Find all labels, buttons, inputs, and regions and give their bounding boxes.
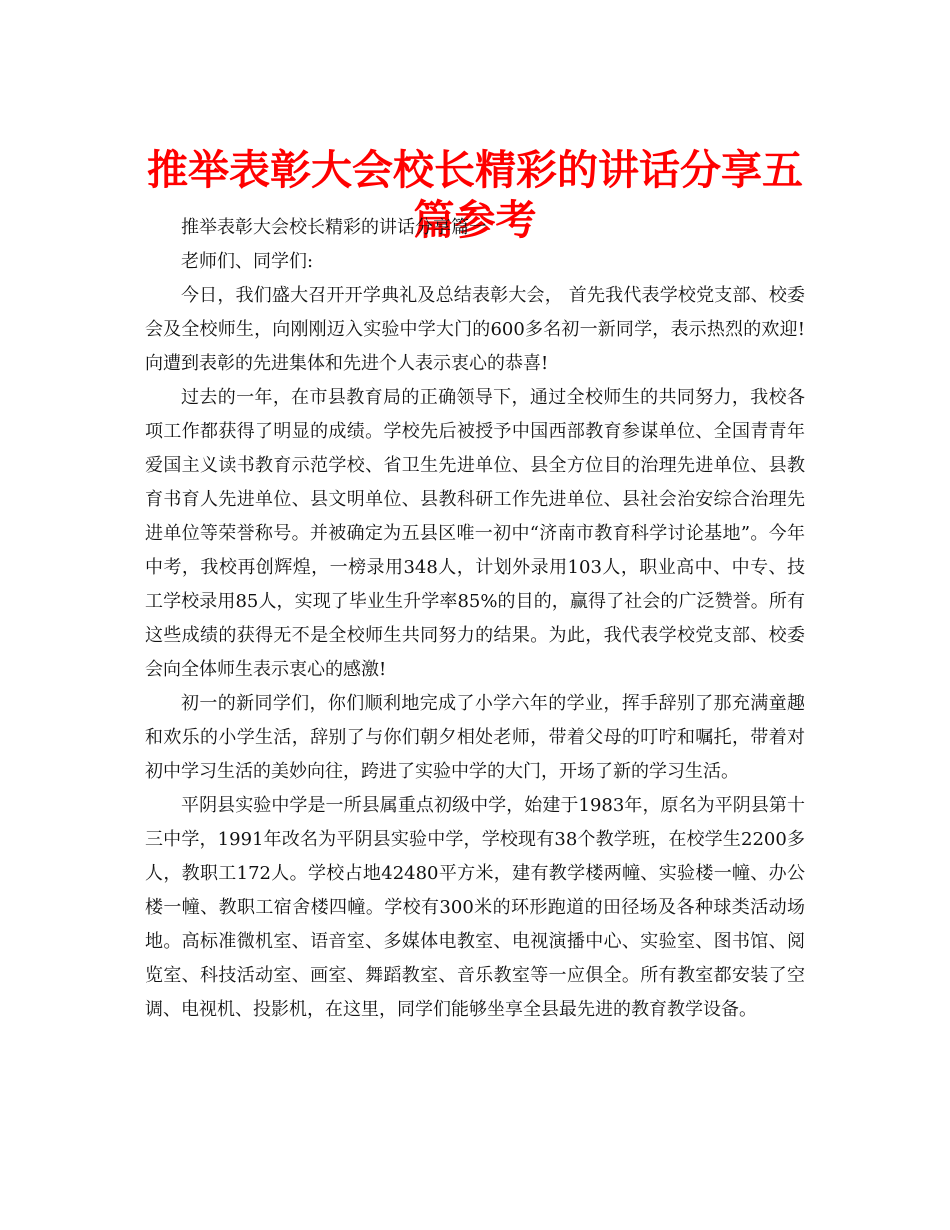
document-body	[145, 211, 805, 1027]
body-paragraph: 初一的新同学们，你们顺利地完成了小学六年的学业，挥手辞别了那充满童趣和欢乐的小学生活，辞别了与你们朝夕相处老师，带着父母的叮咛和嘱托，带着对初中学习生活的美妙向往，跨进了实验中学的大门，开场了新的学习生活。	[145, 693, 805, 782]
body-paragraph: 今日，我们盛大召开开学典礼及总结表彰大会， 首先我代表学校党支部、校委会及全校师生，向刚刚迈入实验中学大门的600多名初一新同学，表示热烈的欢迎!向遭到表彰的先进集体和先进个人表示衷心的恭喜!	[145, 285, 805, 374]
document-title: 推举表彰大会校长精彩的讲话分享五篇参考	[147, 146, 803, 245]
body-paragraph: 平阴县实验中学是一所县属重点初级中学，始建于1983年，原名为平阴县第十三中学，1991年改名为平阴县实验中学，学校现有38个教学班，在校学生2200多人，教职工172人。学校占地42480平方米，建有教学楼两幢、实验楼一幢、办公楼一幢、教职工宿舍楼四幢。学校有300米的环形跑道的田径场及各种球类活动场地。高标准微机室、语音室、多媒体电教室、电视演播中心、实验室、图书馆、阅览室、科技活动室、画室、舞蹈教室、音乐教室等一应俱全。所有教室都安装了空调、电视机、投影机，在这里，同学们能够坐享全县最先进的教育教学设备。	[145, 795, 805, 1020]
salutation: 老师们、同学们:	[181, 251, 314, 272]
body-paragraph: 过去的一年，在市县教育局的正确领导下，通过全校师生的共同努力，我校各项工作都获得了明显的成绩。学校先后被授予中国西部教育参谋单位、全国青青年爱国主义读书教育示范学校、省卫生先进单位、县全方位目的治理先进单位、县教育书育人先进单位、县文明单位、县教科研工作先进单位、县社会治安综合治理先进单位等荣誉称号。并被确定为五县区唯一初中“济南市教育科学讨论基地”。今年中考，我校再创辉煌，一榜录用348人，计划外录用103人，职业高中、中专、技工学校录用85人，实现了毕业生升学率85%的目的，赢得了社会的广泛赞誉。所有这些成绩的获得无不是全校师生共同努力的结果。为此，我代表学校党支部、校委会向全体师生表示衷心的感激!	[145, 387, 805, 680]
section-heading: 推举表彰大会校长精彩的讲话分享篇一	[181, 217, 487, 238]
